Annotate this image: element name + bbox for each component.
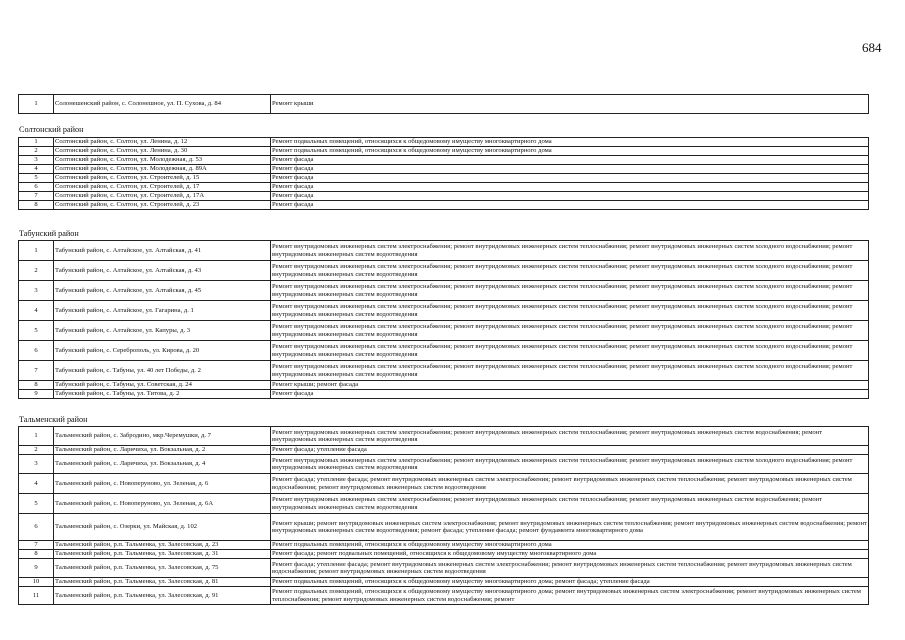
row-address: Тальменский район, с. Ларичиха, ул. Вокзальная, д. 4 [54,455,271,474]
section-title: Табунский район [19,229,79,238]
row-number: 9 [19,390,54,399]
row-address: Солтонский район, с. Солтон, ул. Ленина, д. 12 [54,138,271,147]
row-work: Ремонт внутридомовых инженерных систем электроснабжения; ремонт внутридомовых инженерных систем теплоснабжения; ремонт внутридомовых инженерных систем холодного водоснабжения; ремонт внутридомовых инженерных систем водоотведения [271,455,869,474]
row-number: 1 [19,138,54,147]
row-work: Ремонт фасада [271,156,869,165]
table-row [19,427,869,446]
table-row [19,559,869,578]
row-work: Ремонт внутридомовых инженерных систем электроснабжения; ремонт внутридомовых инженерных систем теплоснабжения; ремонт внутридомовых инженерных систем холодного водоснабжения; ремонт внутридомовых инженерных систем водоотведения [271,261,869,281]
row-work: Ремонт фасада; утепление фасада; ремонт внутридомовых инженерных систем электроснабжения; ремонт внутридомовых инженерных систем теплоснабжения; ремонт внутридомовых инженерных систем водоснабжения; ремонт внутридомовых инженерных систем водоотведения [271,559,869,578]
row-number: 5 [19,174,54,183]
table-row [19,156,869,165]
row-number: 1 [19,427,54,446]
row-number: 1 [19,95,54,114]
table-row [19,550,869,559]
table-row [19,138,869,147]
row-address: Табунский район, с. Табуны, ул. 40 лет Победы, д. 2 [54,361,271,381]
table-row [19,455,869,474]
row-number: 6 [19,341,54,361]
row-work: Ремонт подвальных помещений, относящихся к общедомовому имуществу многоквартирного дома; ремонт внутридомовых инженерных систем электроснабжения; ремонт внутридомовых инженерных систем теплоснабжения; ремонт внутридомовых инженерных систем водоснабжения; ремонт [271,587,869,605]
row-work: Ремонт внутридомовых инженерных систем электроснабжения; ремонт внутридомовых инженерных систем теплоснабжения; ремонт внутридомовых инженерных систем холодного водоснабжения; ремонт внутридомовых инженерных систем водоотведения [271,361,869,381]
table-row [19,541,869,550]
table-row [19,192,869,201]
row-address: Тальменский район, р.п. Тальменка, ул. Залесовская, д. 81 [54,578,271,587]
row-address: Тальменский район, р.п. Тальменка, ул. Залесовская, д. 31 [54,550,271,559]
row-address: Тальменский район, р.п. Тальменка, ул. Залесовская, д. 23 [54,541,271,550]
table-row [19,361,869,381]
row-address: Тальменский район, с. Ларичиха, ул. Вокзальная, д. 2 [54,446,271,455]
row-work: Ремонт фасада [271,183,869,192]
row-work: Ремонт крыши; ремонт фасада [271,381,869,390]
row-address: Табунский район, с. Алтайское, ул. Алтайская, д. 43 [54,261,271,281]
row-address: Тальменский район, р.п. Тальменка, ул. Залесовская, д. 75 [54,559,271,578]
row-number: 3 [19,156,54,165]
row-address: Тальменский район, с. Забродино, мкр.Черемушки, д. 7 [54,427,271,446]
table-row [19,281,869,301]
table-row [19,147,869,156]
row-address: Табунский район, с. Табуны, ул. Титова, д. 2 [54,390,271,399]
row-number: 3 [19,281,54,301]
row-work: Ремонт фасада; утепление фасада [271,446,869,455]
row-number: 2 [19,446,54,455]
row-address: Табунский район, с. Алтайское, ул. Алтайская, д. 45 [54,281,271,301]
row-work: Ремонт фасада [271,201,869,210]
row-work: Ремонт внутридомовых инженерных систем электроснабжения; ремонт внутридомовых инженерных систем теплоснабжения; ремонт внутридомовых инженерных систем холодного водоснабжения; ремонт внутридомовых инженерных систем водоотведения [271,301,869,321]
row-work: Ремонт фасада [271,192,869,201]
row-address: Солтонский район, с. Солтон, ул. Строителей, д. 17 [54,183,271,192]
row-number: 6 [19,514,54,541]
table-row [19,261,869,281]
table-row [19,301,869,321]
row-address: Тальменский район, с. Новоперуново, ул. Зеленая, д. 6 [54,474,271,494]
row-number: 1 [19,241,54,261]
table-row [19,474,869,494]
row-number: 5 [19,321,54,341]
row-number: 7 [19,541,54,550]
row-work: Ремонт подвальных помещений, относящихся к общедомовому имуществу многоквартирного дома [271,138,869,147]
row-work: Ремонт внутридомовых инженерных систем электроснабжения; ремонт внутридомовых инженерных систем теплоснабжения; ремонт внутридомовых инженерных систем холодного водоснабжения; ремонт внутридомовых инженерных систем водоотведения [271,241,869,261]
row-address: Табунский район, с. Табуны, ул. Советская, д. 24 [54,381,271,390]
row-work: Ремонт фасада; утепление фасада; ремонт внутридомовых инженерных систем электроснабжения; ремонт внутридомовых инженерных систем теплоснабжения; ремонт внутридомовых инженерных систем водоснабжения; ремонт внутридомовых инженерных систем водоотведения [271,474,869,494]
row-address: Табунский район, с. Алтайское, ул. Гагарина, д. 1 [54,301,271,321]
row-work: Ремонт внутридомовых инженерных систем электроснабжения; ремонт внутридомовых инженерных систем теплоснабжения; ремонт внутридомовых инженерных систем водоснабжения; ремонт внутридомовых инженерных систем водоотведения [271,494,869,514]
row-number: 8 [19,381,54,390]
row-number: 7 [19,361,54,381]
row-address: Табунский район, с. Сереброполь, ул. Кирова, д. 20 [54,341,271,361]
row-address: Солтонский район, с. Солтон, ул. Молодежная, д. 89А [54,165,271,174]
row-work: Ремонт подвальных помещений, относящихся к общедомовому имуществу многоквартирного дома [271,147,869,156]
section-title: Тальменский район [19,415,88,424]
row-work: Ремонт подвальных помещений, относящихся к общедомовому имуществу многоквартирного дома [271,541,869,550]
row-work: Ремонт фасада [271,174,869,183]
table-row [19,241,869,261]
table-row [19,165,869,174]
row-work: Ремонт фасада [271,165,869,174]
row-work: Ремонт внутридомовых инженерных систем электроснабжения; ремонт внутридомовых инженерных систем теплоснабжения; ремонт внутридомовых инженерных систем холодного водоснабжения; ремонт внутридомовых инженерных систем водоотведения [271,341,869,361]
row-number: 5 [19,494,54,514]
table-row [19,174,869,183]
row-number: 4 [19,301,54,321]
section-table-tabunsky [18,240,869,399]
row-address: Солтонский район, с. Солтон, ул. Строителей, д. 15 [54,174,271,183]
table-row [19,578,869,587]
row-number: 2 [19,261,54,281]
row-address: Солтонский район, с. Солтон, ул. Строителей, д. 17А [54,192,271,201]
row-address: Солтонский район, с. Солтон, ул. Строителей, д. 23 [54,201,271,210]
table-row [19,390,869,399]
row-address: Табунский район, с. Алтайское, ул. Капуры, д. 3 [54,321,271,341]
page-number: 684 [862,40,882,55]
row-work: Ремонт внутридомовых инженерных систем электроснабжения; ремонт внутридомовых инженерных систем теплоснабжения; ремонт внутридомовых инженерных систем холодного водоснабжения; ремонт внутридомовых инженерных систем водоотведения [271,281,869,301]
row-number: 7 [19,192,54,201]
table-row [19,514,869,541]
row-number: 11 [19,587,54,605]
table-row [19,446,869,455]
row-number: 3 [19,455,54,474]
row-number: 4 [19,165,54,174]
row-address: Солонешенский район, с. Солонешное, ул. П. Сухова, д. 84 [54,95,271,114]
row-number: 10 [19,578,54,587]
row-work: Ремонт внутридомовых инженерных систем электроснабжения; ремонт внутридомовых инженерных систем теплоснабжения; ремонт внутридомовых инженерных систем холодного водоснабжения; ремонт внутридомовых инженерных систем водоотведения [271,321,869,341]
row-address: Тальменский район, с. Озерки, ул. Майская, д. 102 [54,514,271,541]
row-address: Табунский район, с. Алтайское, ул. Алтайская, д. 41 [54,241,271,261]
table-row [19,587,869,605]
row-work: Ремонт крыши; ремонт внутридомовых инженерных систем электроснабжения; ремонт внутридомовых инженерных систем теплоснабжения; ремонт внутридомовых инженерных систем водоснабжения; ремонт внутридомовых инженерных систем водоотведения; ремонт фасада; утепление фасада; ремонт фундамента многоквартирного дома [271,514,869,541]
table-row [19,201,869,210]
top-table [18,94,869,114]
table-row [19,381,869,390]
row-address: Солтонский район, с. Солтон, ул. Ленина, д. 30 [54,147,271,156]
table-row [19,321,869,341]
row-number: 2 [19,147,54,156]
row-number: 9 [19,559,54,578]
section-table-talmensky [18,426,869,605]
row-number: 8 [19,550,54,559]
table-row [19,183,869,192]
row-work: Ремонт крыши [271,95,869,114]
row-work: Ремонт подвальных помещений, относящихся к общедомовому имуществу многоквартирного дома; ремонт фасада; утепление фасада [271,578,869,587]
table-row [19,95,869,114]
row-number: 6 [19,183,54,192]
section-table-soltonsky [18,137,869,210]
section-title: Солтонский район [19,125,84,134]
row-address: Тальменский район, с. Новоперуново, ул. Зеленая, д. 6А [54,494,271,514]
table-row [19,341,869,361]
row-address: Тальменский район, р.п. Тальменка, ул. Залесовская, д. 91 [54,587,271,605]
row-work: Ремонт фасада; ремонт подвальных помещений, относящихся к общедомовому имуществу многоквартирного дома [271,550,869,559]
row-number: 8 [19,201,54,210]
row-work: Ремонт фасада [271,390,869,399]
row-address: Солтонский район, с. Солтон, ул. Молодежная, д. 53 [54,156,271,165]
table-row [19,494,869,514]
row-number: 4 [19,474,54,494]
row-work: Ремонт внутридомовых инженерных систем электроснабжения; ремонт внутридомовых инженерных систем теплоснабжения; ремонт внутридомовых инженерных систем водоснабжения; ремонт внутридомовых инженерных систем водоотведения [271,427,869,446]
